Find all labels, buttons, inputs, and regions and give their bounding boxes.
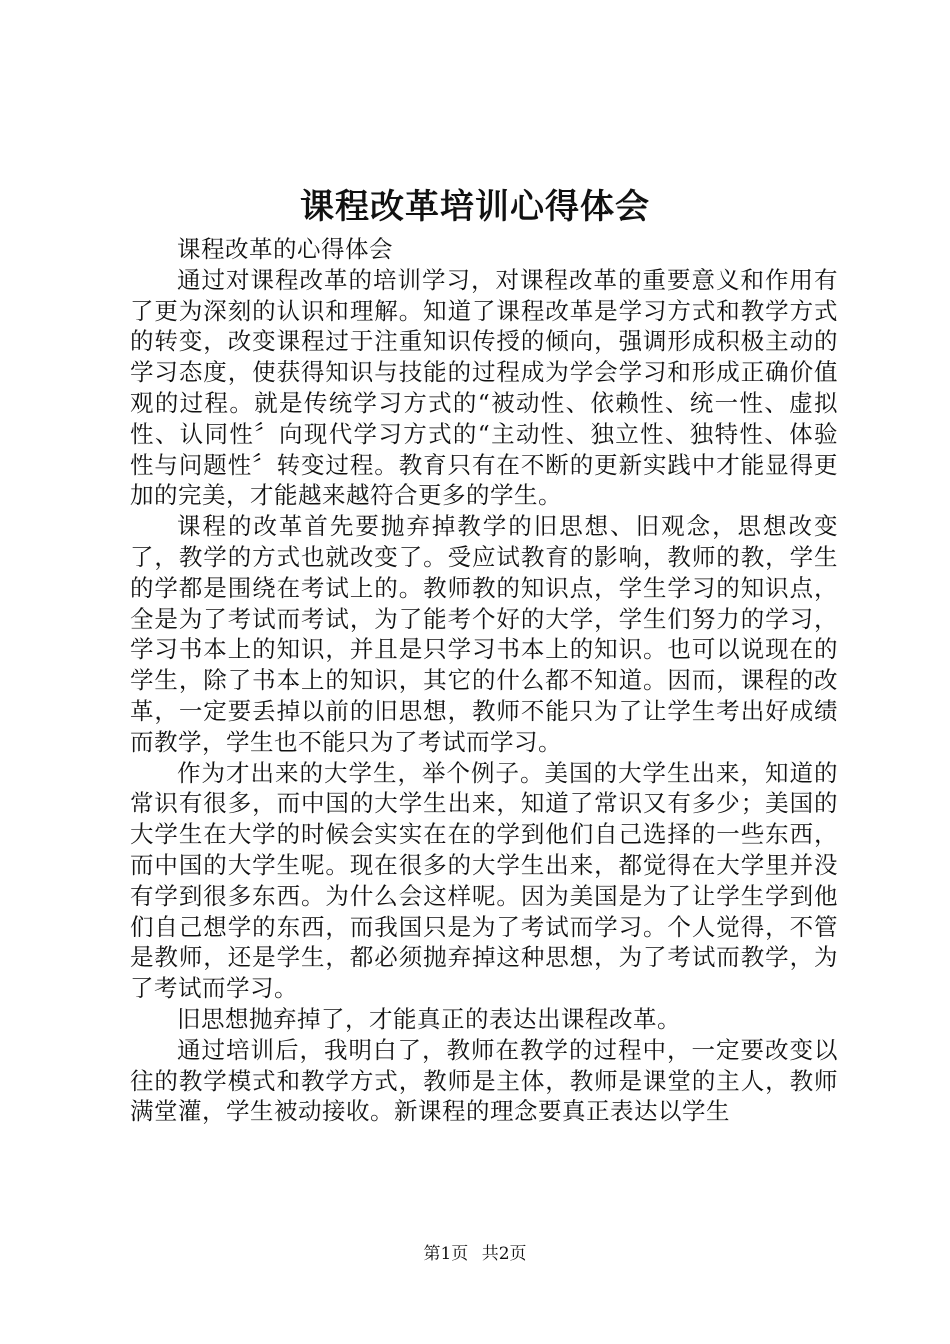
paragraph: 作为才出来的大学生，举个例子。美国的大学生出来，知道的常识有很多，而中国的大学生出来，知道了常识又有多少；美国的大学生在大学的时候会实实在在的学到他们自己选择的一些东西，而中国的大学生呢。现在很多的大学生出来，都觉得在大学里并没有学到很多东西。为什么会这样呢。因为美国是为了让学生学到他们自己想学的东西，而我国只是为了考试而学习。个人觉得，不管是教师，还是学生，都必须抛弃掉这种思想，为了考试而教学，为了考试而学习。: [130, 758, 838, 1003]
document-title: 课程改革培训心得体会: [300, 187, 650, 227]
paragraph: 通过对课程改革的培训学习，对课程改革的重要意义和作用有了更为深刻的认识和理解。知道了课程改革是学习方式和教学方式的转变，改变课程过于注重知识传授的倾向，强调形成积极主动的学习态度，使获得知识与技能的过程成为学会学习和形成正确价值观的过程。就是传统学习方式的“被动性、依赖性、统一性、虚拟性、认同性〞向现代学习方式的“主动性、独立性、独特性、体验性与问题性〞转变过程。教育只有在不断的更新实践中才能显得更加的完美，才能越来越符合更多的学生。: [130, 265, 838, 510]
paragraph: 课程的改革首先要抛弃掉教学的旧思想、旧观念，思想改变了，教学的方式也就改变了。受应试教育的影响，教师的教，学生的学都是围绕在考试上的。教师教的知识点，学生学习的知识点，全是为了考试而考试，为了能考个好的大学，学生们努力的学习，学习书本上的知识，并且是只学习书本上的知识。也可以说现在的学生，除了书本上的知识，其它的什么都不知道。因而，课程的改革，一定要丢掉以前的旧思想，教师不能只为了让学生考出好成绩而教学，学生也不能只为了考试而学习。: [130, 512, 838, 756]
page-footer: [0, 1242, 950, 1266]
paragraph: 旧思想抛弃掉了，才能真正的表达出课程改革。: [177, 1004, 681, 1033]
paragraph-subtitle: 课程改革的心得体会: [177, 235, 393, 263]
page-number: 第1页: [423, 1244, 469, 1264]
page-total: 共2页: [481, 1244, 527, 1264]
paragraph: 通过培训后，我明白了，教师在教学的过程中，一定要改变以往的教学模式和教学方式，教师是主体，教师是课堂的主人，教师满堂灌，学生被动接收。新课程的理念要真正表达以学生: [130, 1035, 838, 1126]
document-body: [130, 234, 838, 1127]
